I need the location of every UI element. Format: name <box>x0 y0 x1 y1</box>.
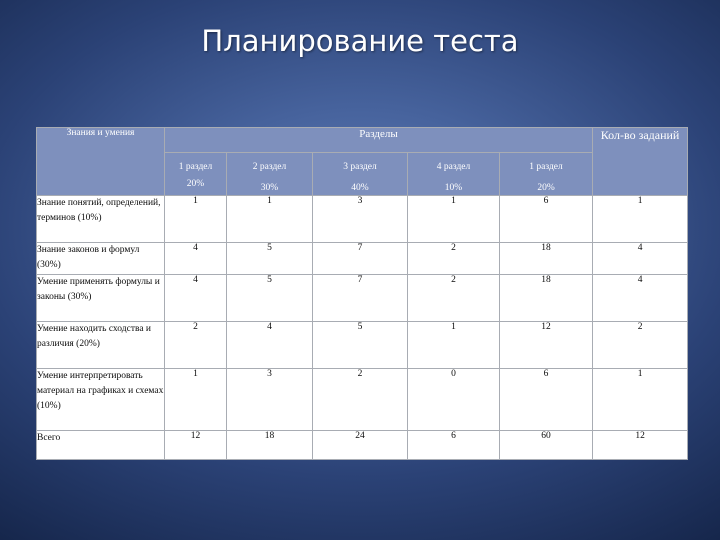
table-cell: 2 <box>165 322 227 369</box>
row-label: Знание законов и формул (30%) <box>37 243 165 275</box>
table-cell: 18 <box>227 431 313 460</box>
section-percent: 30% <box>260 183 279 193</box>
table-row <box>37 322 688 369</box>
row-count: 1 <box>593 196 688 243</box>
table-cell: 7 <box>313 275 408 322</box>
table-cell: 5 <box>313 322 408 369</box>
table-cell: 24 <box>313 431 408 460</box>
row-count: 12 <box>593 431 688 460</box>
row-label: Умение применять формулы и законы (30%) <box>37 275 165 322</box>
section-name: 1 раздел <box>529 162 563 172</box>
table-cell: 2 <box>313 369 408 431</box>
table-cell: 4 <box>227 322 313 369</box>
skills-header: Знания и умения <box>37 128 165 196</box>
row-count: 1 <box>593 369 688 431</box>
row-count: 4 <box>593 243 688 275</box>
row-label: Знание понятий, определений, терминов (10%) <box>37 196 165 243</box>
row-count: 2 <box>593 322 688 369</box>
table-row-total <box>37 431 688 460</box>
section-header <box>227 153 313 196</box>
table-cell: 0 <box>408 369 500 431</box>
table-cell: 1 <box>408 322 500 369</box>
section-header <box>313 153 408 196</box>
table-cell: 18 <box>500 243 593 275</box>
table-cell: 6 <box>408 431 500 460</box>
row-label: Умение интерпретировать материал на графиках и схемах (10%) <box>37 369 165 431</box>
section-name: 3 раздел <box>343 162 377 172</box>
table-row <box>37 275 688 322</box>
count-header: Кол-во заданий <box>593 128 688 196</box>
table-cell: 5 <box>227 243 313 275</box>
section-percent: 20% <box>537 183 555 193</box>
table-cell: 3 <box>313 196 408 243</box>
table-cell: 1 <box>227 196 313 243</box>
table-cell: 3 <box>227 369 313 431</box>
slide-title: Планирование теста <box>201 24 519 58</box>
table-row <box>37 196 688 243</box>
table-cell: 2 <box>408 275 500 322</box>
table-cell: 1 <box>165 369 227 431</box>
table-row <box>37 369 688 431</box>
section-header <box>165 153 227 196</box>
table-body <box>37 196 688 460</box>
table-cell: 4 <box>165 243 227 275</box>
section-percent: 20% <box>186 179 205 189</box>
table-cell: 7 <box>313 243 408 275</box>
row-label: Всего <box>37 431 165 460</box>
section-header <box>500 153 593 196</box>
section-percent: 10% <box>444 183 463 193</box>
table-cell: 18 <box>500 275 593 322</box>
table-cell: 1 <box>165 196 227 243</box>
table-cell: 12 <box>500 322 593 369</box>
table-cell: 5 <box>227 275 313 322</box>
table-cell: 6 <box>500 196 593 243</box>
table-cell: 60 <box>500 431 593 460</box>
section-header <box>408 153 500 196</box>
sections-group-header: Разделы <box>165 128 593 153</box>
table-cell: 2 <box>408 243 500 275</box>
table-cell: 12 <box>165 431 227 460</box>
section-percent: 40% <box>351 183 369 193</box>
section-name: 1 раздел <box>178 162 213 172</box>
table-cell: 1 <box>408 196 500 243</box>
section-name: 4 раздел <box>436 162 471 172</box>
row-label: Умение находить сходства и различия (20%) <box>37 322 165 369</box>
table-cell: 4 <box>165 275 227 322</box>
test-plan-table <box>36 127 688 460</box>
section-name: 2 раздел <box>252 162 287 172</box>
table-cell: 6 <box>500 369 593 431</box>
table-row <box>37 243 688 275</box>
row-count: 4 <box>593 275 688 322</box>
